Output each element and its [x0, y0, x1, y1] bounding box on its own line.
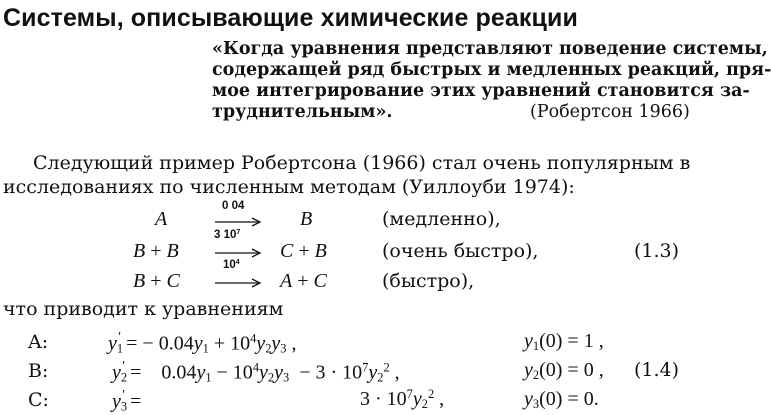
intro-line-1: Следующий пример Робертсона (1966) стал очень популярным в	[33, 152, 691, 174]
epigraph-line-4: труднительным».	[212, 102, 393, 122]
reaction-3-rhs: A + C	[280, 270, 327, 292]
ode-label-c: C:	[28, 389, 49, 411]
epigraph-line-3: мое интегрирование этих уравнений становится за-	[212, 81, 750, 101]
reaction-3-note: (быстро),	[382, 270, 475, 292]
equation-number-1-4: (1.4)	[634, 359, 680, 381]
reaction-2-rate: 3 $10^7$	[214, 228, 241, 241]
ode-equation-2: $y_2'$ = $0.04y_1 - 10^4y_2y_3 - 3 \cdot 10^7y_2^2$ ,	[112, 359, 400, 385]
reaction-2-note: (очень быстро),	[382, 240, 539, 262]
reaction-2-rhs: C + B	[280, 240, 327, 262]
reaction-3-lhs: B + C	[133, 270, 180, 292]
reaction-1-lhs: A	[155, 208, 168, 230]
reaction-1-rhs: B	[300, 208, 313, 230]
epigraph-line-2: содержащей ряд быстрых и медленных реакций, пря-	[212, 60, 771, 80]
reaction-2-lhs: B + B	[133, 240, 179, 262]
ode-label-a: A:	[28, 331, 49, 353]
intro-line-2: исследованиях по численным методам (Уиллоуби 1974):	[3, 176, 575, 198]
equation-number-1-3: (1.3)	[634, 240, 680, 262]
reaction-3-arrow	[214, 277, 262, 289]
reaction-1-rate: 0 04	[222, 200, 245, 212]
ode-equation-1: $y_1'$ = − $0.04y_1 + 10^4y_2y_3$ ,	[108, 330, 297, 356]
lead-in-text: что приводит к уравнениям	[3, 298, 284, 320]
initial-condition-1: $y_1(0) = 1$ ,	[524, 330, 604, 354]
reaction-1-arrow	[214, 216, 262, 228]
ode-equation-3-rhs: $3 \cdot 10^7y_2^2$ ,	[360, 387, 445, 412]
ode-equation-3: $y_3'$ =	[112, 388, 142, 414]
reaction-1-note: (медленно),	[382, 208, 501, 230]
epigraph-source: (Робертсон 1966)	[530, 102, 690, 122]
page-title: Системы, описывающие химические реакции	[3, 4, 578, 32]
ode-label-b: B:	[28, 360, 49, 382]
initial-condition-3: $y_3(0) = 0$.	[524, 388, 599, 412]
initial-condition-2: $y_2(0) = 0$ ,	[524, 359, 604, 383]
reaction-3-rate: $10^4$	[223, 258, 240, 271]
epigraph-line-1: «Когда уравнения представляют поведение системы,	[212, 39, 768, 59]
